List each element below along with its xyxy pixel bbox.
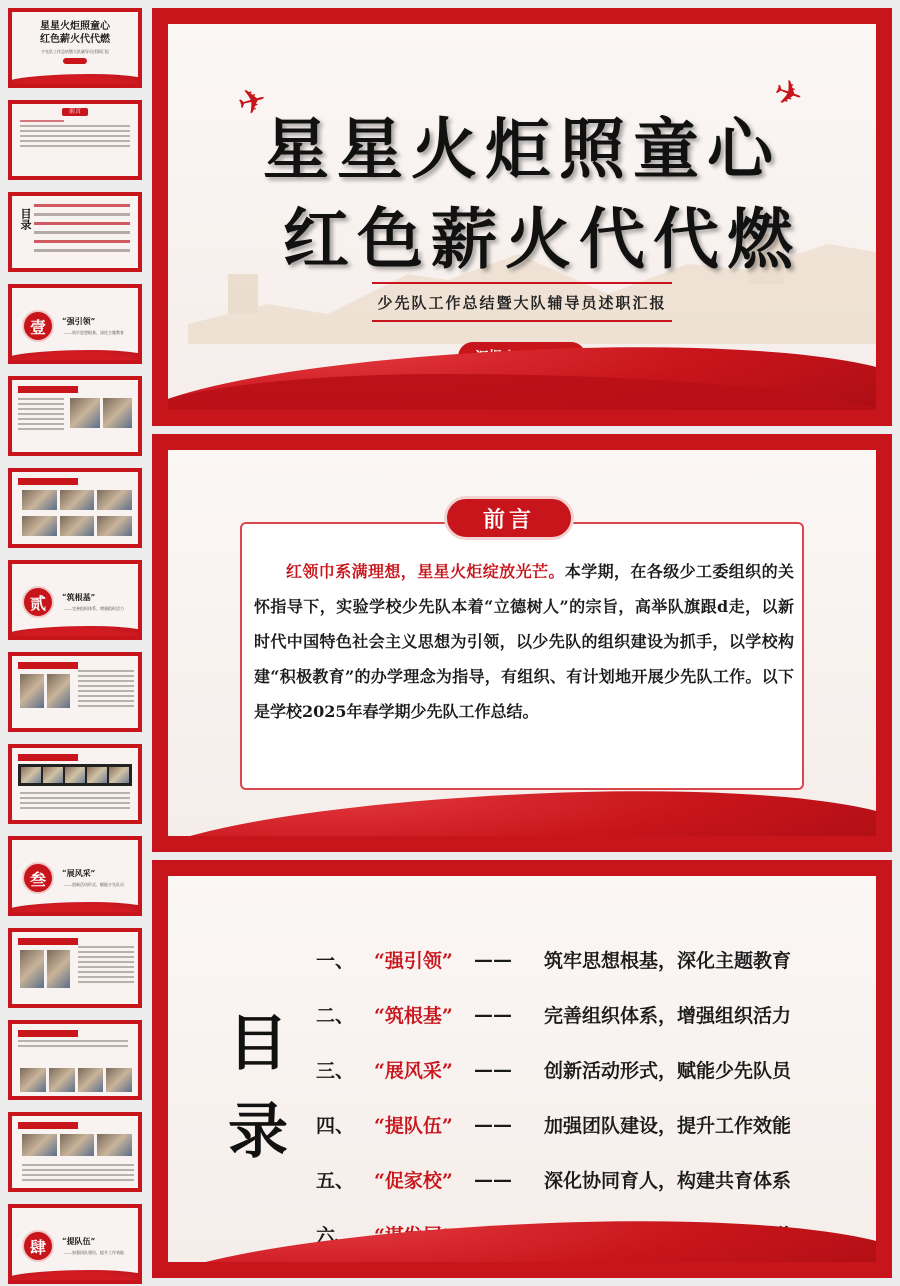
thumb-section-title: “筑根基”	[62, 592, 96, 602]
preface-paragraph	[254, 554, 794, 729]
thumb-reporter-pill	[63, 58, 87, 64]
thumb-filmstrip	[18, 764, 132, 786]
toc-item[interactable]	[316, 932, 876, 987]
toc-dash: ——	[474, 1003, 512, 1026]
toc-desc: 创新活动形式，赋能少先队员	[544, 1060, 792, 1082]
slide-thumb-3[interactable]	[8, 192, 142, 272]
toc-number: 二、	[316, 1005, 355, 1027]
subtitle: 少先队工作总结暨大队辅导员述职汇报	[377, 294, 667, 312]
toc-item[interactable]	[316, 1042, 876, 1097]
thumb-content-tag	[18, 478, 78, 485]
thumb-section-desc: ——创新活动形式，赋能少先队员	[64, 882, 124, 887]
thumb-section-title: “提队伍”	[62, 1236, 96, 1246]
thumb-section-number: 贰	[22, 586, 54, 618]
slide-thumb-5[interactable]	[8, 376, 142, 456]
toc-big-char: 目	[228, 1009, 288, 1079]
thumb-red-wave	[12, 74, 138, 84]
toc-number: 五、	[316, 1170, 355, 1192]
thumb-photos	[20, 950, 70, 988]
thumb-section-number: 肆	[22, 1230, 54, 1262]
slide-panel	[168, 876, 876, 1262]
thumb-text-lines	[20, 792, 130, 812]
thumb-toc-lines	[34, 204, 130, 258]
thumb-section-desc: ——筑牢思想根基，深化主题教育	[64, 330, 124, 335]
thumb-text-lines	[22, 1164, 134, 1184]
thumb-content-tag	[18, 662, 78, 669]
thumb-content-tag	[18, 938, 78, 945]
toc-number: 一、	[316, 950, 355, 972]
slide-panel	[168, 24, 876, 410]
slide-thumb-7[interactable]	[8, 560, 142, 640]
slide-thumb-12[interactable]	[8, 1020, 142, 1100]
thumb-text-lines	[18, 398, 64, 433]
thumb-subtitle: 少先队工作总结暨大队辅导员述职汇报	[41, 49, 109, 54]
toc-desc: 深化协同育人，构建共育体系	[544, 1170, 792, 1192]
toc-desc: 筑牢思想根基，深化主题教育	[544, 950, 792, 972]
thumb-red-wave	[12, 626, 138, 636]
main-title-line1: 星星火炬照童心	[263, 110, 781, 188]
thumb-red-wave	[12, 902, 138, 912]
thumb-title-line2: 红色薪火代代燃	[40, 34, 110, 45]
toc-dash: ——	[474, 1168, 512, 1191]
thumb-section-number: 叁	[22, 862, 54, 894]
thumb-photos	[22, 516, 132, 536]
toc-number: 三、	[316, 1060, 355, 1082]
thumb-text-lines	[18, 1040, 128, 1050]
thumb-section-desc: ——加强团队建设，提升工作效能	[64, 1250, 124, 1255]
toc-keyword: “展风采”	[374, 1060, 453, 1082]
thumb-photos	[70, 398, 132, 428]
toc-item[interactable]	[316, 1097, 876, 1152]
thumb-section-desc: ——完善组织体系，增强组织活力	[64, 606, 124, 611]
divider	[372, 282, 672, 284]
main-title-line2: 红色薪火代代燃	[283, 200, 801, 278]
preface-highlight: 红领巾系满理想，星星火炬绽放光芒。	[286, 562, 565, 581]
toc-item[interactable]	[316, 987, 876, 1042]
thumb-photos	[22, 1134, 132, 1156]
toc-big-char: 录	[228, 1097, 288, 1167]
toc-dash: ——	[474, 948, 512, 971]
thumb-content-tag	[18, 754, 78, 761]
toc-number: 六、	[316, 1225, 355, 1247]
preface-heading: 前言	[444, 496, 574, 540]
slide-toc[interactable]	[152, 860, 892, 1278]
slide-thumb-4[interactable]	[8, 284, 142, 364]
toc-keyword: “强引领”	[374, 950, 453, 972]
slide-cover[interactable]	[152, 8, 892, 426]
divider	[372, 320, 672, 322]
swallow-icon: ✈	[233, 78, 272, 126]
thumb-red-wave	[12, 350, 138, 360]
toc-list	[316, 932, 876, 1262]
toc-number: 四、	[316, 1115, 355, 1137]
thumb-content-tag	[18, 1030, 78, 1037]
thumb-text-lines	[20, 120, 130, 147]
thumb-text-lines	[78, 946, 134, 986]
thumb-photos	[20, 674, 70, 708]
thumb-title-line1: 星星火炬照童心	[40, 21, 110, 32]
toc-keyword: “筑根基”	[374, 1005, 453, 1027]
slide-thumb-9[interactable]	[8, 744, 142, 824]
slide-thumb-11[interactable]	[8, 928, 142, 1008]
thumb-preface-head: 前言	[62, 108, 88, 116]
thumb-photos	[22, 490, 132, 510]
thumb-photos	[20, 1068, 132, 1092]
thumb-red-wave	[12, 1270, 138, 1280]
thumb-content-tag	[18, 1122, 78, 1129]
thumb-text-lines	[78, 670, 134, 710]
slide-thumb-14[interactable]	[8, 1204, 142, 1284]
toc-item[interactable]	[316, 1152, 876, 1207]
slide-preface[interactable]	[152, 434, 892, 852]
preface-body: 本学期，在各级少工委组织的关怀指导下，实验学校少先队本着“立德树人”的宗旨，高举队旗跟d走，以新时代中国特色社会主义思想为引领，以少先队的组织建设为抓手，以学校构建“积极教育”的办学理念为指导，有组织、有计划地开展少先队工作。以下是学校2025年春学期少先队工作总结。	[254, 562, 794, 721]
toc-keyword: “提队伍”	[374, 1115, 453, 1137]
slide-panel	[168, 450, 876, 836]
toc-desc: 加强团队建设，提升工作效能	[544, 1115, 792, 1137]
thumb-toc-big: 目录	[19, 208, 32, 230]
thumb-section-number: 壹	[22, 310, 54, 342]
slide-thumb-1[interactable]	[8, 8, 142, 88]
toc-keyword: “促家校”	[374, 1170, 453, 1192]
slide-thumb-6[interactable]	[8, 468, 142, 548]
thumb-content-tag	[18, 386, 78, 393]
thumb-section-title: “强引领”	[62, 316, 96, 326]
swallow-icon: ✈	[768, 70, 809, 118]
toc-dash: ——	[474, 1058, 512, 1081]
toc-dash: ——	[474, 1113, 512, 1136]
toc-desc: 完善组织体系，增强组织活力	[544, 1005, 792, 1027]
slide-thumb-2[interactable]	[8, 100, 142, 180]
thumb-section-title: “展风采”	[62, 868, 96, 878]
slide-thumb-10[interactable]	[8, 836, 142, 916]
slide-thumb-8[interactable]	[8, 652, 142, 732]
slide-thumb-13[interactable]	[8, 1112, 142, 1192]
